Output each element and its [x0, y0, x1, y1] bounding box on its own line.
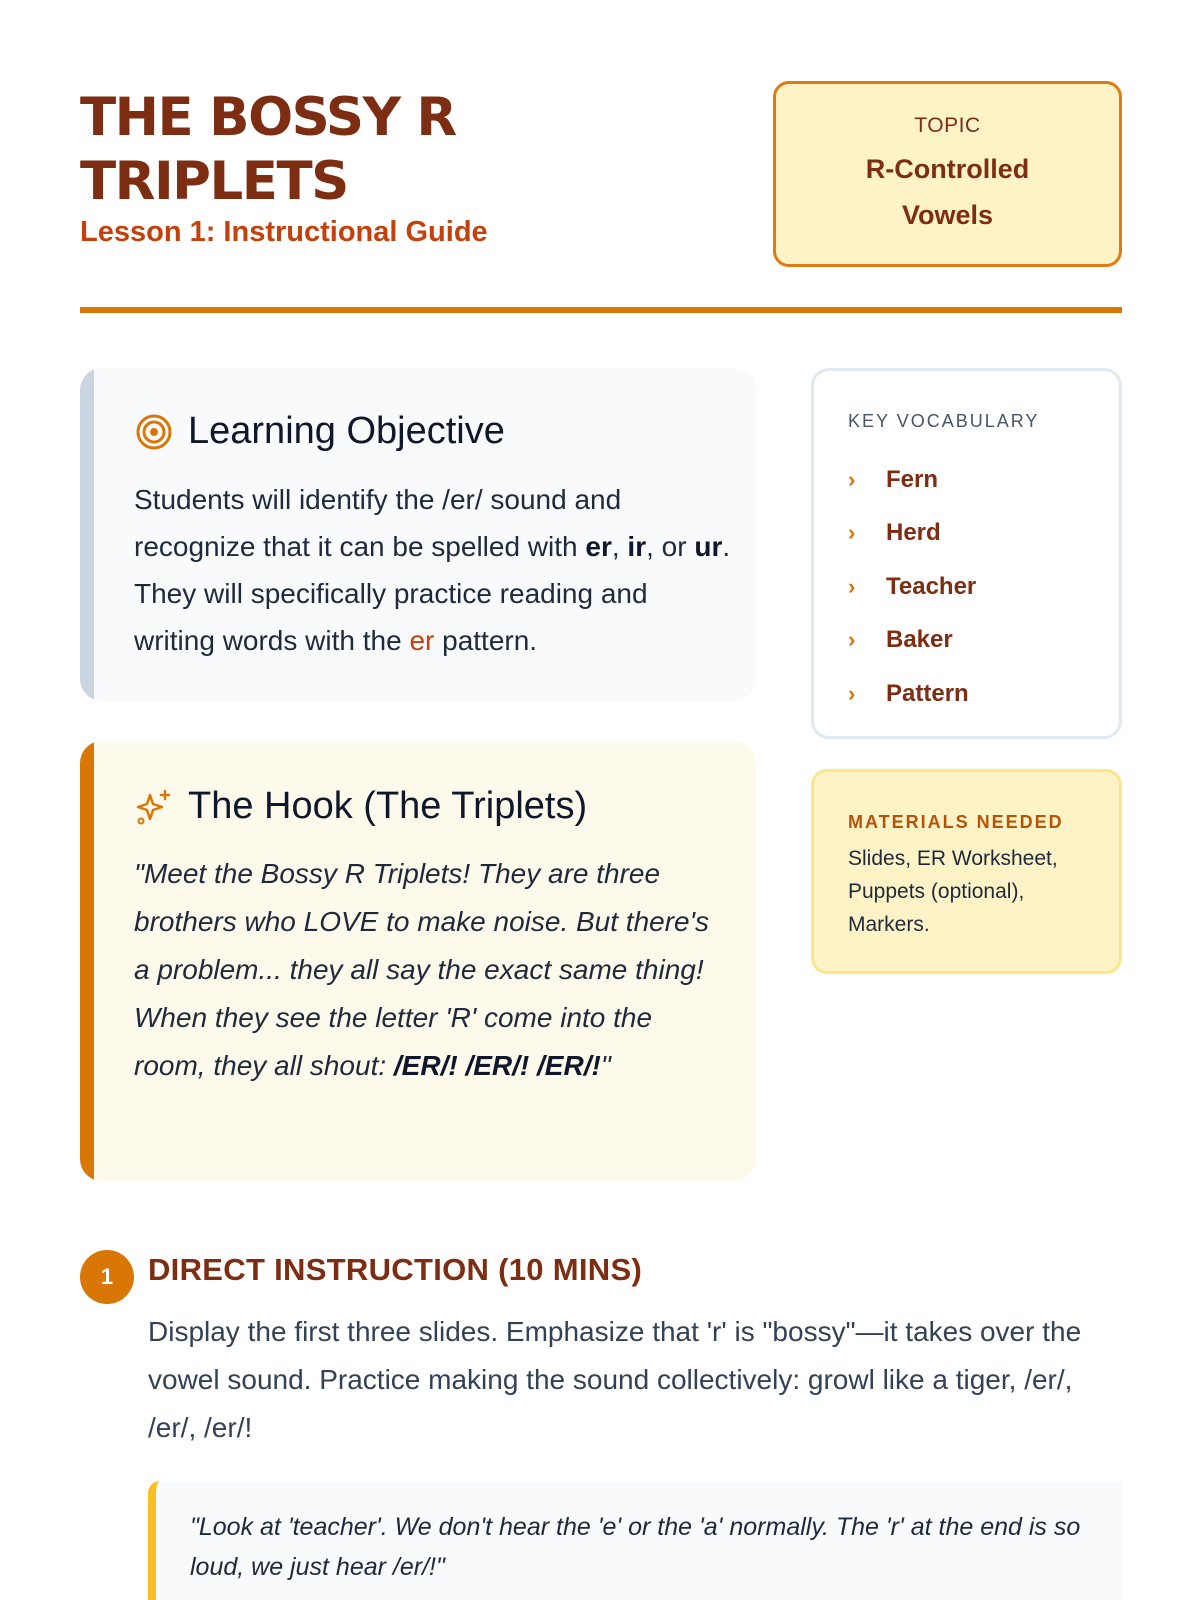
- materials-label: MATERIALS NEEDED: [848, 812, 1064, 832]
- sparkles-icon: [134, 787, 174, 827]
- hook-quote-part: ": [600, 1050, 611, 1081]
- hook-heading-row: [134, 785, 587, 828]
- vocabulary-item: [848, 560, 976, 614]
- header-divider: [80, 307, 1122, 313]
- topic-value: R-Controlled Vowels: [865, 154, 1030, 230]
- objective-text-part: Students will identify the /er/ sound and recognize that it can be spelled with: [134, 484, 622, 562]
- hook-heading: The Hook (The Triplets): [188, 785, 588, 827]
- vocabulary-word: Teacher: [886, 572, 977, 600]
- section-title: DIRECT INSTRUCTION (10 MINS): [148, 1252, 643, 1287]
- chevron-right-icon: ›: [848, 520, 856, 546]
- vocabulary-word: Herd: [886, 519, 941, 547]
- vocabulary-word: Baker: [886, 626, 953, 654]
- chevron-right-icon: ›: [848, 627, 856, 653]
- spelling-er: er: [585, 531, 612, 562]
- page-title: THE BOSSY R TRIPLETS: [80, 87, 456, 212]
- objective-text-part: , or: [646, 531, 695, 562]
- objective-text-part: ,: [611, 531, 628, 562]
- hook-quote-part: "Meet the Bossy R Triplets! They are three brothers who LOVE to make noise. But there's a problem... they all say the exact same thing! When they see the letter 'R' come into the room, they all shout:: [134, 858, 709, 1081]
- teacher-quote-box: [148, 1481, 1122, 1600]
- objective-accent-bar: [80, 368, 94, 701]
- vocabulary-label: KEY VOCABULARY: [848, 411, 1040, 431]
- page-subtitle: Lesson 1: Instructional Guide: [80, 216, 488, 248]
- topic-label: TOPIC: [914, 114, 981, 137]
- objective-text-part: pattern.: [434, 625, 538, 656]
- objective-text: [134, 476, 734, 664]
- pattern-er-highlight: er: [409, 625, 435, 656]
- vocabulary-box: [811, 368, 1122, 739]
- spelling-ir: ir: [627, 531, 647, 562]
- objective-heading: Learning Objective: [188, 410, 505, 452]
- objective-heading-row: [134, 410, 505, 453]
- hook-quote-bold: /ER/! /ER/! /ER/!: [393, 1050, 601, 1081]
- vocabulary-item: [848, 614, 976, 668]
- teacher-quote: "Look at 'teacher'. We don't hear the 'e' or the 'a' normally. The 'r' at the end is so loud, we just hear /er/!": [190, 1513, 1081, 1581]
- objective-text-part: . They will specifically practice reading and writing words with the: [134, 531, 731, 656]
- chevron-right-icon: ›: [848, 680, 856, 706]
- vocabulary-list: [848, 453, 976, 721]
- vocabulary-item: [848, 667, 976, 721]
- vocabulary-word: Pattern: [886, 679, 969, 707]
- materials-text: Slides, ER Worksheet, Puppets (optional), Markers.: [848, 847, 1058, 936]
- materials-box: [811, 769, 1122, 974]
- hook-quote: [134, 850, 724, 1090]
- vocabulary-item: [848, 507, 976, 561]
- hook-accent-bar: [80, 741, 94, 1181]
- vocabulary-item: [848, 453, 976, 507]
- target-icon: [134, 412, 174, 452]
- step-number-badge: 1: [80, 1250, 134, 1304]
- spelling-ur: ur: [694, 531, 723, 562]
- topic-box: [773, 81, 1122, 267]
- chevron-right-icon: ›: [848, 466, 856, 492]
- vocabulary-word: Fern: [886, 465, 939, 493]
- chevron-right-icon: ›: [848, 573, 856, 599]
- section-text: Display the first three slides. Emphasize that 'r' is "bossy"—it takes over the vowel sound. Practice making the sound collectively: growl like a tiger, /er/, /er/, /er/!: [148, 1316, 1082, 1443]
